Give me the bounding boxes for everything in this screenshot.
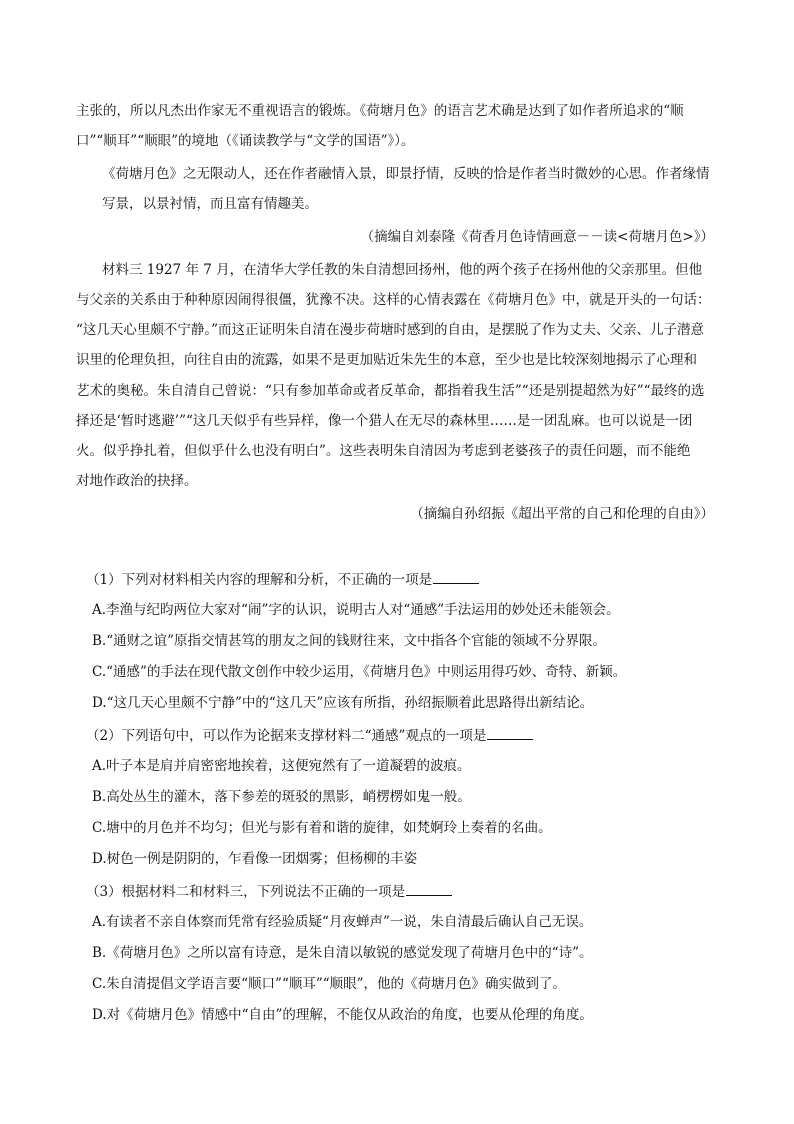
answer-blank bbox=[433, 570, 479, 584]
option-a: A.有读者不亲自体察而凭常有经验质疑“月夜蝉声”一说，朱自清最后确认自己无误。 bbox=[92, 914, 593, 930]
material-text-line: 口”“顺耳”“顺眼”的境地（《诵读教学与“文学的国语”》）。 bbox=[76, 133, 415, 149]
material-three-line: 择还是‘暂时逃避’”“这几天似乎有些异样，像一个猎人在无尽的森林里……是一团乱麻。也可以说是一团 bbox=[76, 413, 693, 429]
material-three-line: 与父亲的关系由于种种原因闹得很僵，犹豫不决。这样的心情表露在《荷塘月色》中，就是开头的一句话： bbox=[76, 292, 711, 308]
material-text-line: 写景，以景衬情，而且富有情趣美。 bbox=[102, 196, 318, 212]
question-stem bbox=[86, 882, 720, 901]
question-stem bbox=[86, 570, 720, 589]
material-three-line: 火。似乎挣扎着，但似乎什么也没有明白”。这些表明朱自清因为考虑到老婆孩子的责任问题，而不能绝 bbox=[76, 443, 691, 459]
option-b: B.“通财之谊”原指交情甚笃的朋友之间的钱财往来，文中指各个官能的领域不分界限。 bbox=[92, 633, 607, 649]
option-d: D.树色一例是阴阴的，乍看像一团烟雾；但杨柳的丰姿 bbox=[92, 851, 418, 867]
question-stem-text: （3）根据材料二和材料三，下列说法不正确的一项是 bbox=[86, 884, 406, 900]
option-a: A.李渔与纪昀两位大家对“闹”字的认识，说明古人对“通感”手法运用的妙处还未能领会。 bbox=[92, 602, 620, 618]
question-stem bbox=[86, 726, 720, 745]
material-three-line: 识里的伦理负担，向往自由的流露，如果不是更加贴近朱先生的本意，至少也是比较深刻地揭示了心理和 bbox=[76, 352, 697, 368]
answer-blank bbox=[487, 726, 533, 740]
option-d: D.“这几天心里颇不宁静”中的“这几天”应该有所指，孙绍振顺着此思路得出新结论。 bbox=[92, 695, 594, 711]
material-three-line: 艺术的奥秘。朱自清自己曾说：“只有参加革命或者反革命，都指着我生活”“还是别提超然为好”“最终的选 bbox=[76, 383, 705, 399]
question-stem-text: （2）下列语句中，可以作为论据来支撑材料二“通感”观点的一项是 bbox=[86, 728, 487, 744]
material-text-line: 主张的，所以凡杰出作家无不重视语言的锻炼。《荷塘月色》的语言艺术确是达到了如作者所追求的“顺 bbox=[76, 103, 684, 119]
option-c: C.朱自清提倡文学语言要“顺口”“顺耳”“顺眼”，他的《荷塘月色》确实做到了。 bbox=[92, 976, 567, 992]
answer-blank bbox=[406, 882, 452, 896]
material-three-line: 对地作政治的抉择。 bbox=[76, 473, 198, 489]
material-three-line: “这几天心里颇不宁静。”而这正证明朱自清在漫步荷塘时感到的自由，是摆脱了作为丈夫、父亲、儿子潜意 bbox=[76, 322, 705, 338]
question-stem-text: （1）下列对材料相关内容的理解和分析，不正确的一项是 bbox=[86, 572, 433, 588]
option-c: C.塘中的月色并不均匀；但光与影有着和谐的旋律，如梵婀玲上奏着的名曲。 bbox=[92, 820, 552, 836]
option-b: B.《荷塘月色》之所以富有诗意，是朱自清以敏锐的感觉发现了荷塘月色中的“诗”。 bbox=[92, 945, 593, 961]
source-citation: （摘编自孙绍振《超出平常的自己和伦理的自由》） bbox=[410, 506, 714, 522]
material-three-line: 材料三 1927 年 7 月，在清华大学任教的朱自清想回扬州，他的两个孩子在扬州他的父亲那里。但他 bbox=[102, 262, 703, 278]
option-d: D.对《荷塘月色》情感中“自由”的理解，不能仅从政治的角度，也要从伦理的角度。 bbox=[92, 1007, 593, 1023]
option-a: A.叶子本是肩并肩密密地挨着，这便宛然有了一道凝碧的波痕。 bbox=[92, 758, 471, 774]
material-text-line: 《荷塘月色》之无限动人，还在作者融情入景，即景抒情，反映的恰是作者当时微妙的心思。作者缘情 bbox=[102, 166, 710, 182]
option-b: B.高处丛生的灌木，落下参差的斑驳的黑影，峭楞楞如鬼一般。 bbox=[92, 789, 471, 805]
option-c: C.“通感”的手法在现代散文创作中较少运用，《荷塘月色》中则运用得巧妙、奇特、新颖。 bbox=[92, 664, 627, 680]
source-citation: （摘编自刘泰隆《荷香月色诗情画意－－读<荷塘月色>》） bbox=[360, 229, 714, 245]
